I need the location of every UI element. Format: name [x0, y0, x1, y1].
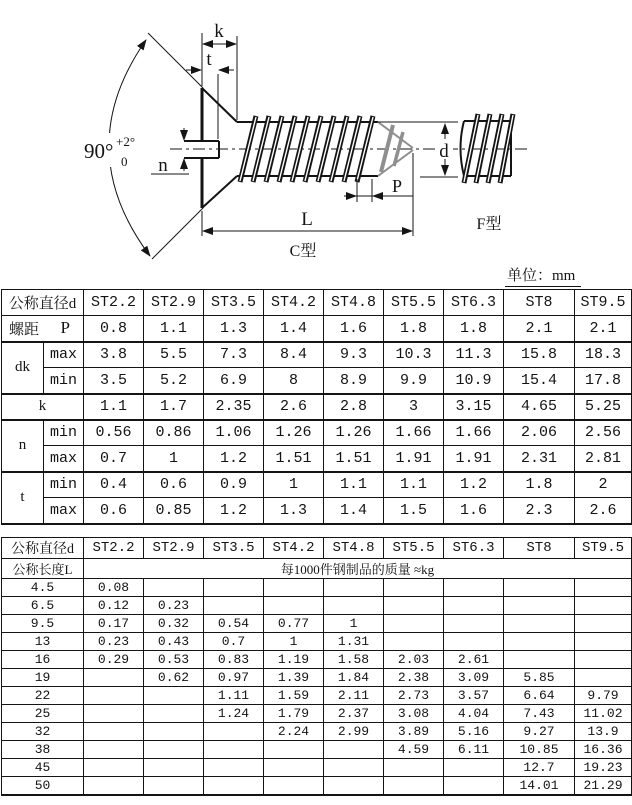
weight-value: 0.29	[84, 651, 144, 669]
weight-value	[384, 759, 444, 777]
weight-row-22	[2, 687, 632, 705]
weight-value: 0.43	[144, 633, 204, 651]
weight-value: 2.11	[324, 687, 384, 705]
dim-value: 2.81	[575, 446, 632, 472]
dim-value: 1.26	[264, 420, 324, 446]
pitch-value: 2.1	[575, 316, 632, 342]
weight-value	[144, 759, 204, 777]
dim-value: 9.9	[384, 368, 444, 394]
pitch-value: 2.1	[504, 316, 575, 342]
weight-value	[144, 687, 204, 705]
weight-value: 19.23	[575, 759, 632, 777]
weight-value	[264, 777, 324, 795]
weight-value: 3.57	[444, 687, 504, 705]
pitch-symbol: P	[60, 317, 71, 337]
weight-value	[144, 723, 204, 741]
weight-value	[575, 669, 632, 687]
pitch-value: 1.6	[324, 316, 384, 342]
weight-value	[444, 759, 504, 777]
weight-value	[204, 579, 264, 597]
weight-row-50	[2, 777, 632, 795]
weight-value	[204, 759, 264, 777]
weight-value	[84, 687, 144, 705]
weight-value	[84, 723, 144, 741]
weight-value: 0.54	[204, 615, 264, 633]
dim-value: 1.2	[444, 472, 504, 498]
weight-value: 2.61	[444, 651, 504, 669]
weight-value	[504, 651, 575, 669]
weight-value	[444, 777, 504, 795]
weight-value: 0.62	[144, 669, 204, 687]
dim-value: 1.3	[264, 498, 324, 524]
dim-label-P: P	[391, 176, 403, 196]
weight-value: 5.16	[444, 723, 504, 741]
size-col-header: ST9.5	[575, 538, 632, 559]
weight-value	[444, 633, 504, 651]
dim-value: 0.4	[84, 472, 144, 498]
angle-label: 90°	[84, 139, 114, 163]
weight-value: 4.59	[384, 741, 444, 759]
weight-value: 1.84	[324, 669, 384, 687]
group-label-k: k	[2, 394, 84, 420]
dim-value: 18.3	[575, 342, 632, 368]
dim-value: 1.26	[324, 420, 384, 446]
dim-value: 8.9	[324, 368, 384, 394]
angle-tolerance-lower: 0	[121, 154, 128, 169]
dim-value: 0.85	[144, 498, 204, 524]
screw-technical-drawing	[0, 0, 632, 264]
dim-value: 1.7	[144, 394, 204, 420]
weight-value: 13.9	[575, 723, 632, 741]
size-col-header: ST3.5	[204, 290, 264, 316]
weight-value	[444, 615, 504, 633]
dim-value: 1.8	[504, 472, 575, 498]
length-value: 16	[2, 651, 84, 669]
weight-value: 1.79	[264, 705, 324, 723]
dim-value: 10.9	[444, 368, 504, 394]
dim-value: 2	[575, 472, 632, 498]
weight-value	[504, 615, 575, 633]
weight-value	[204, 723, 264, 741]
length-value: 50	[2, 777, 84, 795]
dim-value: 15.8	[504, 342, 575, 368]
weight-value	[575, 597, 632, 615]
length-value: 38	[2, 741, 84, 759]
length-value: 22	[2, 687, 84, 705]
dim-value: 3.8	[84, 342, 144, 368]
group-label-n: n	[2, 420, 44, 472]
weight-value: 1.11	[204, 687, 264, 705]
weight-value: 1.19	[264, 651, 324, 669]
pitch-value: 1.4	[264, 316, 324, 342]
weight-row-16	[2, 651, 632, 669]
weight-value	[384, 633, 444, 651]
minmax-label: max	[44, 446, 84, 472]
pitch-value: 1.1	[144, 316, 204, 342]
dim-row-n-min	[2, 420, 632, 446]
dim-value: 17.8	[575, 368, 632, 394]
weight-value: 2.99	[324, 723, 384, 741]
weight-value	[144, 777, 204, 795]
dim-value: 0.6	[84, 498, 144, 524]
dim-value: 3.15	[444, 394, 504, 420]
weight-row-38	[2, 741, 632, 759]
weight-value	[264, 597, 324, 615]
weight-table	[1, 537, 632, 796]
weight-value	[324, 777, 384, 795]
mass-label: 每1000件钢制品的质量 ≈kg	[84, 559, 632, 579]
dim-value: 3.5	[84, 368, 144, 394]
weight-value: 0.17	[84, 615, 144, 633]
weight-value: 21.29	[575, 777, 632, 795]
diameter-label: 公称直径d	[2, 290, 84, 316]
dim-value: 1.91	[444, 446, 504, 472]
weight-value: 1.39	[264, 669, 324, 687]
weight-value: 1.24	[204, 705, 264, 723]
dim-value: 2.6	[264, 394, 324, 420]
weight-value	[84, 777, 144, 795]
weight-value: 3.08	[384, 705, 444, 723]
weight-row-6.5	[2, 597, 632, 615]
dim-value: 0.9	[204, 472, 264, 498]
weight-value	[264, 741, 324, 759]
pitch-value: 1.8	[384, 316, 444, 342]
unit-note: 单位：mm	[505, 264, 581, 287]
diameter-label: 公称直径d	[2, 538, 84, 559]
length-value: 13	[2, 633, 84, 651]
pitch-value: 1.8	[444, 316, 504, 342]
dim-value: 6.9	[204, 368, 264, 394]
dim-value: 1	[144, 446, 204, 472]
weight-value: 7.43	[504, 705, 575, 723]
minmax-label: min	[44, 420, 84, 446]
weight-value: 2.73	[384, 687, 444, 705]
length-value: 9.5	[2, 615, 84, 633]
group-label-t: t	[2, 472, 44, 524]
size-col-header: ST8	[504, 538, 575, 559]
group-label-dk: dk	[2, 342, 44, 394]
weight-value	[324, 759, 384, 777]
weight-value	[204, 597, 264, 615]
angle-tolerance-upper: +2°	[116, 134, 136, 149]
weight-value	[324, 597, 384, 615]
weight-value	[144, 705, 204, 723]
weight-row-13	[2, 633, 632, 651]
dim-value: 1.4	[324, 498, 384, 524]
dim-value: 2.31	[504, 446, 575, 472]
weight-value: 12.7	[504, 759, 575, 777]
weight-value	[84, 741, 144, 759]
minmax-label: max	[44, 498, 84, 524]
c-type-label: C型	[289, 243, 317, 260]
weight-value: 2.03	[384, 651, 444, 669]
dim-value: 0.56	[84, 420, 144, 446]
dim-value: 1.66	[444, 420, 504, 446]
weight-value	[384, 615, 444, 633]
dim-value: 8	[264, 368, 324, 394]
weight-value	[504, 579, 575, 597]
weight-row-4.5	[2, 579, 632, 597]
dimensions-table	[1, 289, 632, 525]
dim-header-row	[2, 290, 632, 316]
dim-value: 1.2	[204, 498, 264, 524]
dim-value: 1.66	[384, 420, 444, 446]
dim-value: 1.51	[264, 446, 324, 472]
pitch-value: 1.3	[204, 316, 264, 342]
weight-value	[444, 597, 504, 615]
weight-value	[264, 579, 324, 597]
weight-value	[384, 597, 444, 615]
size-col-header: ST2.9	[144, 538, 204, 559]
weight-value	[575, 579, 632, 597]
weight-value	[504, 597, 575, 615]
dim-value: 1.51	[324, 446, 384, 472]
dim-value: 2.3	[504, 498, 575, 524]
dim-value: 7.3	[204, 342, 264, 368]
dim-value: 15.4	[504, 368, 575, 394]
weight-value: 0.53	[144, 651, 204, 669]
dim-value: 8.4	[264, 342, 324, 368]
size-col-header: ST6.3	[444, 290, 504, 316]
weight-value	[84, 705, 144, 723]
pitch-label: 螺距	[9, 321, 40, 338]
weight-value	[384, 579, 444, 597]
size-col-header: ST5.5	[384, 538, 444, 559]
dim-value: 2.35	[204, 394, 264, 420]
weight-value	[264, 759, 324, 777]
weight-row-25	[2, 705, 632, 723]
size-col-header: ST2.2	[84, 290, 144, 316]
weight-value: 2.38	[384, 669, 444, 687]
dim-value: 5.5	[144, 342, 204, 368]
dim-value: 1.1	[84, 394, 144, 420]
weight-header-row	[2, 538, 632, 559]
weight-value: 10.85	[504, 741, 575, 759]
dim-value: 1.91	[384, 446, 444, 472]
weight-value	[324, 741, 384, 759]
size-col-header: ST2.2	[84, 538, 144, 559]
weight-value: 1.31	[324, 633, 384, 651]
weight-value: 3.09	[444, 669, 504, 687]
size-col-header: ST4.2	[264, 290, 324, 316]
size-col-header: ST4.2	[264, 538, 324, 559]
weight-value: 1.59	[264, 687, 324, 705]
weight-row-19	[2, 669, 632, 687]
weight-value: 5.85	[504, 669, 575, 687]
dim-value: 9.3	[324, 342, 384, 368]
weight-value: 1	[324, 615, 384, 633]
weight-value	[144, 579, 204, 597]
size-col-header: ST9.5	[575, 290, 632, 316]
dim-value: 2.56	[575, 420, 632, 446]
dim-row-k	[2, 394, 632, 420]
weight-value	[84, 759, 144, 777]
weight-value: 6.64	[504, 687, 575, 705]
weight-value: 1.58	[324, 651, 384, 669]
weight-value: 2.37	[324, 705, 384, 723]
length-value: 25	[2, 705, 84, 723]
length-value: 45	[2, 759, 84, 777]
length-label: 公称长度L	[2, 559, 84, 579]
weight-value: 16.36	[575, 741, 632, 759]
length-value: 19	[2, 669, 84, 687]
size-col-header: ST4.8	[324, 538, 384, 559]
weight-value: 11.02	[575, 705, 632, 723]
dim-value: 1.2	[204, 446, 264, 472]
weight-value: 0.83	[204, 651, 264, 669]
minmax-label: min	[44, 472, 84, 498]
dim-row-dk-min	[2, 368, 632, 394]
weight-value: 2.24	[264, 723, 324, 741]
weight-value: 9.79	[575, 687, 632, 705]
weight-value	[384, 777, 444, 795]
dim-value: 1.5	[384, 498, 444, 524]
weight-value	[504, 633, 575, 651]
dim-value: 1.1	[324, 472, 384, 498]
weight-value	[324, 579, 384, 597]
weight-value	[204, 777, 264, 795]
pitch-row	[2, 316, 632, 342]
minmax-label: max	[44, 342, 84, 368]
weight-value	[575, 615, 632, 633]
f-type-label: F型	[476, 216, 502, 233]
length-value: 6.5	[2, 597, 84, 615]
dim-row-t-max	[2, 498, 632, 524]
dim-label-k: k	[214, 21, 224, 42]
weight-value	[144, 741, 204, 759]
dim-value: 0.7	[84, 446, 144, 472]
weight-value: 14.01	[504, 777, 575, 795]
size-col-header: ST6.3	[444, 538, 504, 559]
weight-value: 9.27	[504, 723, 575, 741]
weight-value: 0.12	[84, 597, 144, 615]
dim-value: 1.1	[384, 472, 444, 498]
dim-label-L: L	[301, 209, 313, 230]
size-col-header: ST4.8	[324, 290, 384, 316]
weight-value: 6.11	[444, 741, 504, 759]
weight-value: 0.32	[144, 615, 204, 633]
size-col-header: ST3.5	[204, 538, 264, 559]
dim-value: 1.06	[204, 420, 264, 446]
dim-value: 5.2	[144, 368, 204, 394]
minmax-label: min	[44, 368, 84, 394]
weight-value	[575, 633, 632, 651]
dim-value: 2.6	[575, 498, 632, 524]
mass-label-row	[2, 559, 632, 579]
weight-value	[204, 741, 264, 759]
weight-value: 0.77	[264, 615, 324, 633]
dim-label-d: d	[439, 141, 449, 162]
dim-value: 10.3	[384, 342, 444, 368]
weight-row-9.5	[2, 615, 632, 633]
dim-value: 0.6	[144, 472, 204, 498]
dim-value: 1	[264, 472, 324, 498]
size-col-header: ST5.5	[384, 290, 444, 316]
weight-value	[575, 651, 632, 669]
size-col-header: ST8	[504, 290, 575, 316]
weight-value	[84, 669, 144, 687]
weight-value: 4.04	[444, 705, 504, 723]
dim-value: 2.06	[504, 420, 575, 446]
dim-row-n-max	[2, 446, 632, 472]
dim-row-t-min	[2, 472, 632, 498]
dim-value: 1.6	[444, 498, 504, 524]
weight-value: 0.23	[84, 633, 144, 651]
dim-value: 3	[384, 394, 444, 420]
dim-row-dk-max	[2, 342, 632, 368]
pitch-value: 0.8	[84, 316, 144, 342]
dim-value: 0.86	[144, 420, 204, 446]
dim-value: 4.65	[504, 394, 575, 420]
weight-value: 0.23	[144, 597, 204, 615]
weight-value: 0.7	[204, 633, 264, 651]
dim-value: 11.3	[444, 342, 504, 368]
weight-value: 3.89	[384, 723, 444, 741]
dim-label-t: t	[206, 49, 212, 70]
weight-value: 0.97	[204, 669, 264, 687]
thread-flights	[240, 116, 373, 182]
dim-value: 2.8	[324, 394, 384, 420]
weight-value: 1	[264, 633, 324, 651]
dim-label-n: n	[158, 155, 168, 176]
weight-value: 0.08	[84, 579, 144, 597]
pitch-label-cell	[2, 316, 84, 342]
size-col-header: ST2.9	[144, 290, 204, 316]
weight-row-45	[2, 759, 632, 777]
weight-row-32	[2, 723, 632, 741]
length-value: 4.5	[2, 579, 84, 597]
weight-value	[444, 579, 504, 597]
dim-value: 5.25	[575, 394, 632, 420]
length-value: 32	[2, 723, 84, 741]
